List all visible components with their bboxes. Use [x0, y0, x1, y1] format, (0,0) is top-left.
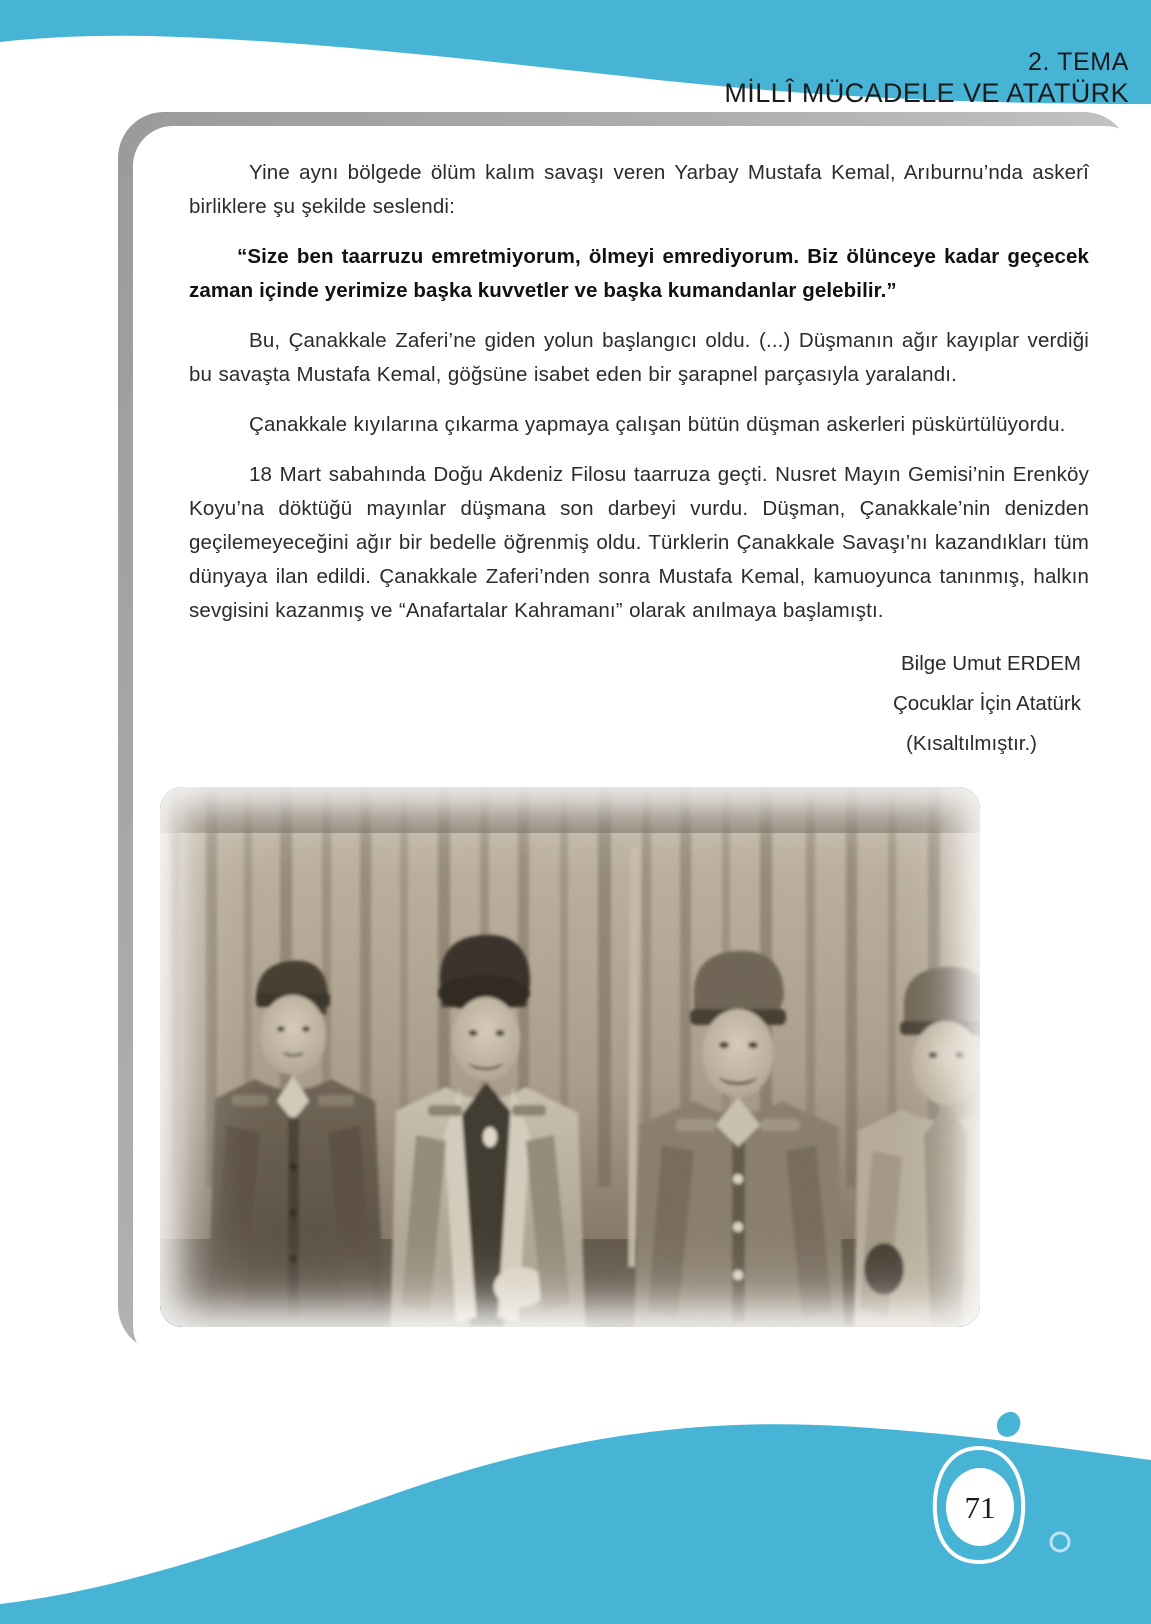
photo-image	[160, 787, 980, 1327]
header-heading-block	[724, 48, 1129, 109]
pull-quote: “Size ben taarruzu emretmiyorum, ölmeyi emrediyorum. Biz ölünceye kadar geçecek zaman içinde yerimize başka kuvvetler ve başka kumandanlar gelebilir.”	[189, 245, 1089, 302]
attribution-note: (Kısaltılmıştır.)	[906, 732, 1037, 755]
photo-frame	[160, 787, 980, 1327]
page-number-badge	[946, 1468, 1014, 1546]
attribution-source: Çocuklar İçin Atatürk	[893, 692, 1081, 715]
paragraph-landing-repelled: Çanakkale kıyılarına çıkarma yapmaya çalışan bütün düşman askerleri püskürtülüyordu.	[249, 413, 1066, 436]
paragraph-march-18: 18 Mart sabahında Doğu Akdeniz Filosu taarruza geçti. Nusret Mayın Gemisi’nin Erenköy Koyu’na döktüğü mayınlar düşmana son darbeyi vurdu. Düşman, Çanakkale’nin denizden geçilemeyeceğini ağır bir bedelle öğrenmiş oldu. Türklerin Çanakkale Savaşı’nı kazandıkları tüm dünyaya ilan edildi. Çanakkale Zaferi’nden sonra Mustafa Kemal, kamuoyunca tanınmış, halkın sevgisini kazanmış ve “Anafartalar Kahramanı” olarak anılmaya başlamıştı.	[189, 463, 1089, 622]
theme-number-label: 2. TEMA	[1028, 48, 1129, 76]
historical-photograph	[160, 787, 980, 1327]
attribution-block	[189, 644, 1089, 764]
paragraph-victory-path: Bu, Çanakkale Zaferi’ne giden yolun başlangıcı oldu. (...) Düşmanın ağır kayıplar verdiği bu savaşta Mustafa Kemal, göğsüne isabet eden bir şarapnel parçasıyla yaralandı.	[189, 329, 1089, 386]
paragraph-spacer-2	[189, 448, 1089, 458]
content-card-inner	[133, 126, 1145, 764]
page-number-label: 71	[964, 1489, 996, 1525]
theme-title-label: MİLLÎ MÜCADELE VE ATATÜRK	[724, 77, 1129, 108]
paragraph-intro: Yine aynı bölgede ölüm kalım savaşı veren Yarbay Mustafa Kemal, Arıburnu’nda askerî birliklere şu şekilde seslendi:	[189, 161, 1089, 218]
paragraph-spacer	[189, 398, 1089, 408]
attribution-author: Bilge Umut ERDEM	[901, 652, 1081, 675]
